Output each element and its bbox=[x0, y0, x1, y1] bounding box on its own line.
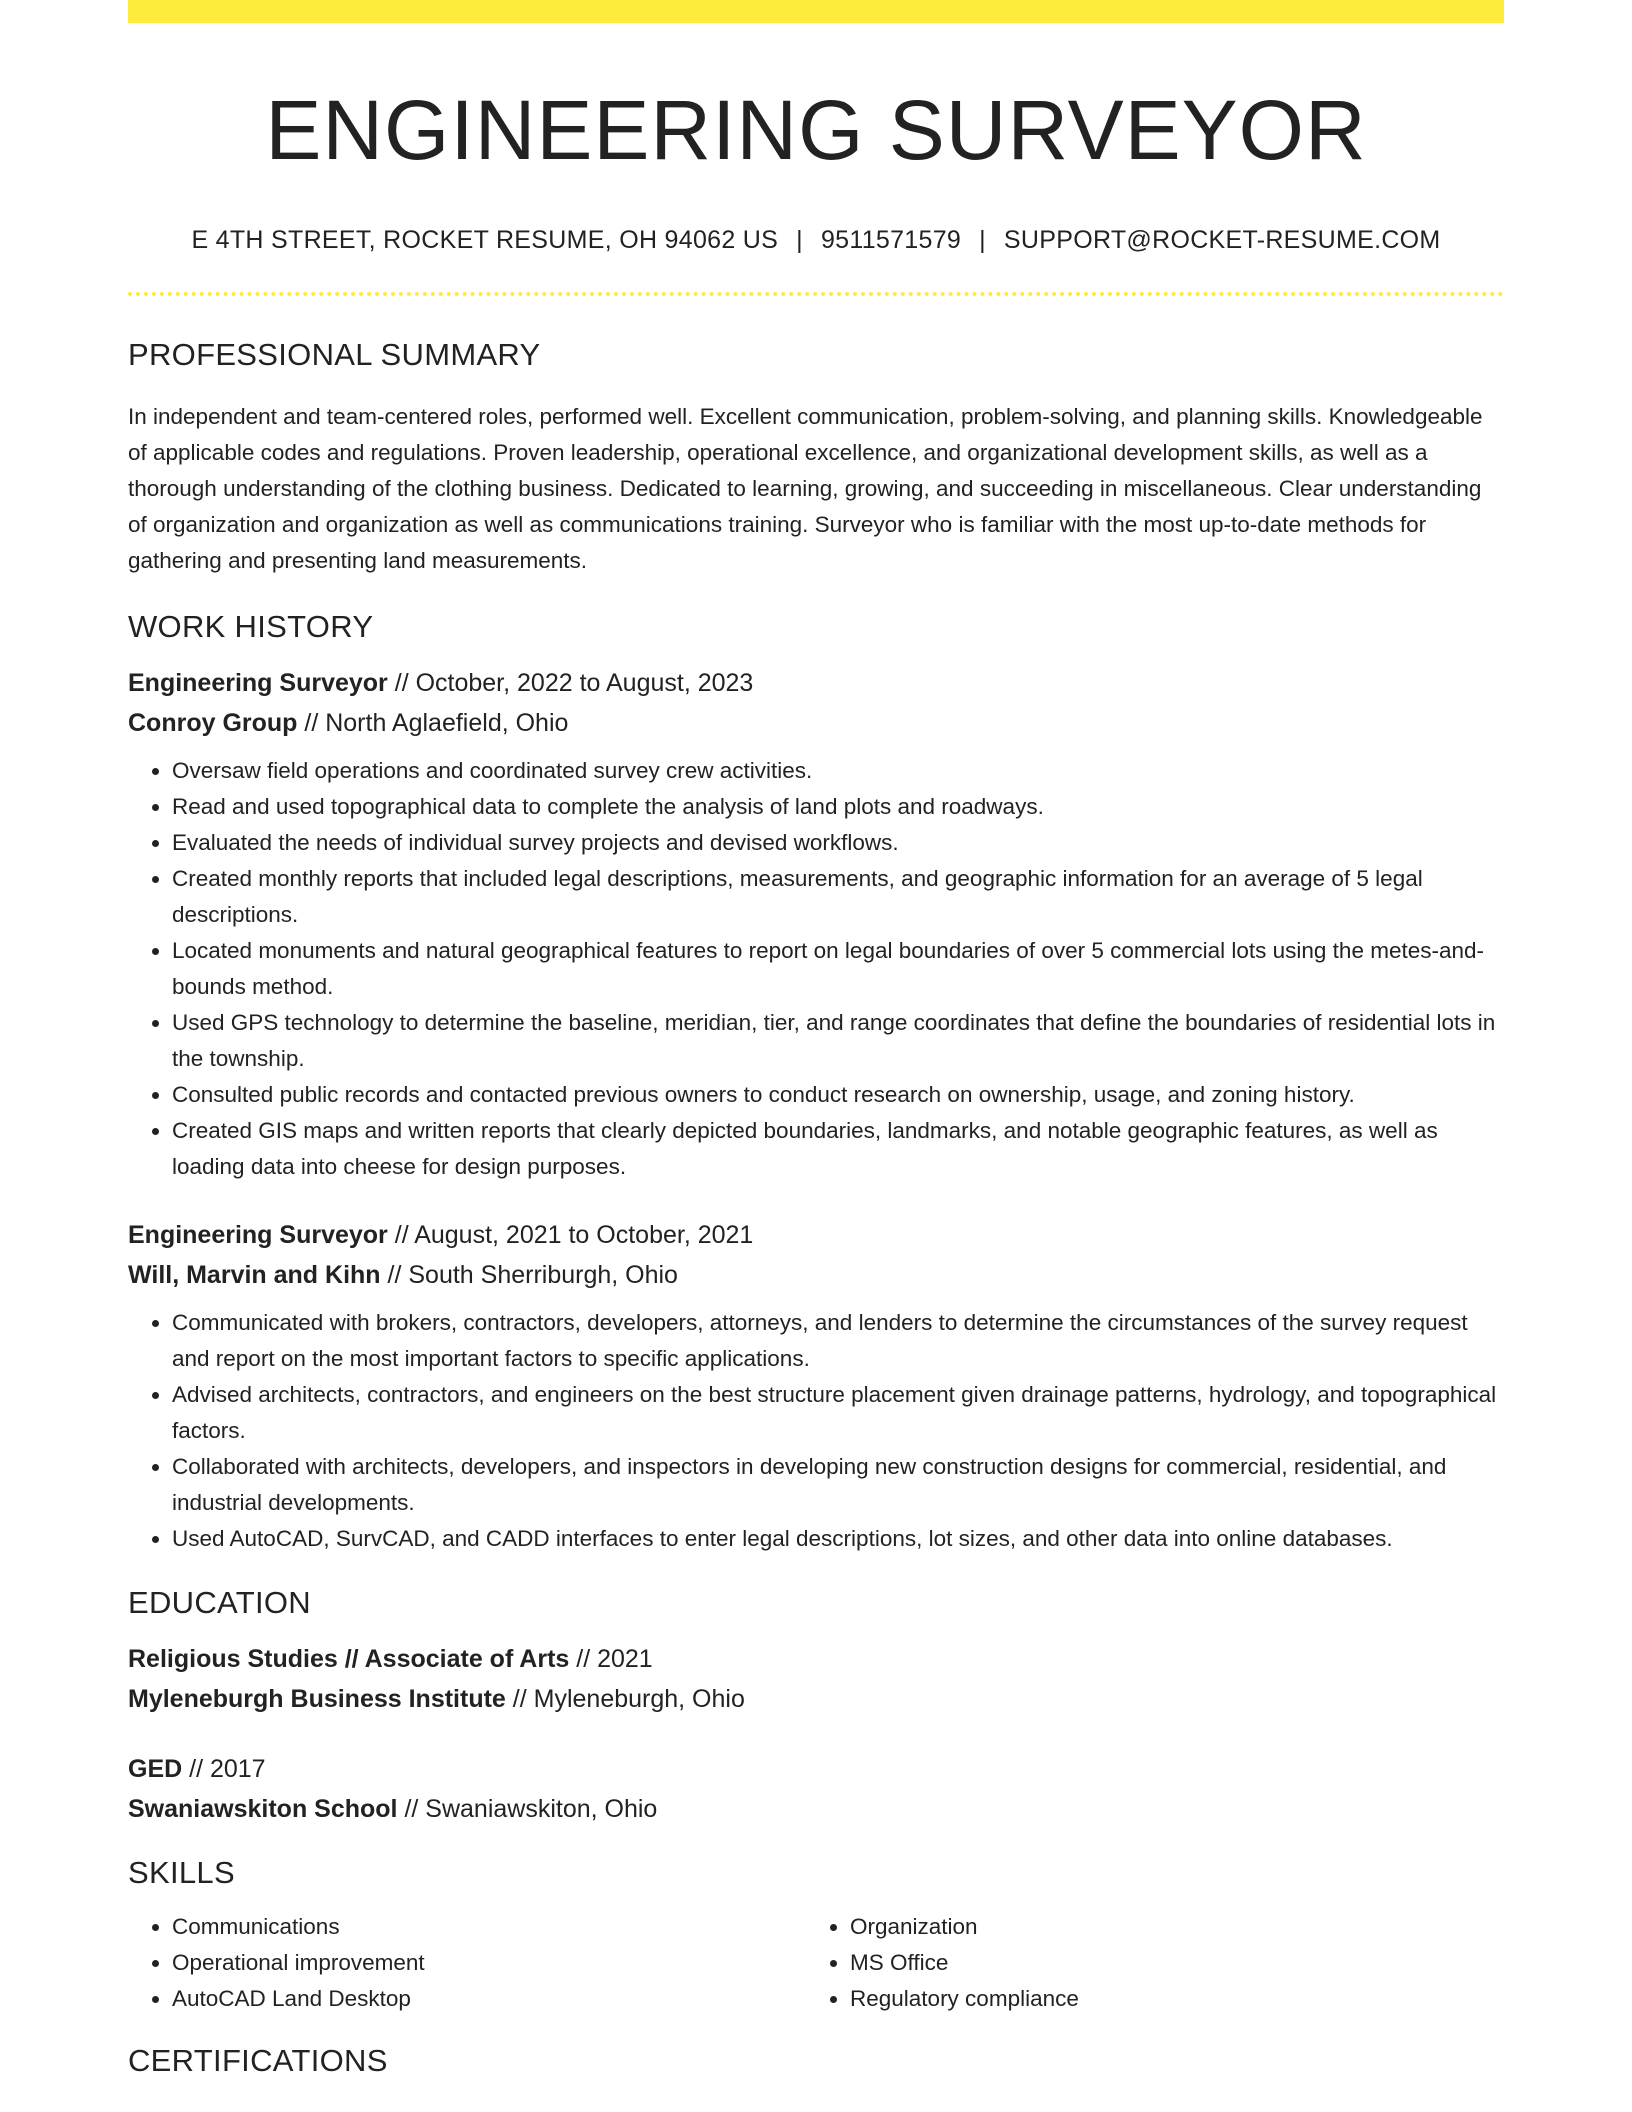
skill-item: • AutoCAD Land Desktop bbox=[172, 1981, 806, 2017]
top-accent-bar bbox=[128, 0, 1504, 23]
skill-item: • MS Office bbox=[850, 1945, 1484, 1981]
job-company-line bbox=[128, 1255, 1504, 1295]
skills-column-left bbox=[128, 1909, 806, 2017]
job-location: // South Sherriburgh, Ohio bbox=[380, 1261, 678, 1290]
job-bullet: • Located monuments and natural geographical features to report on legal boundaries of over 5 commercial lots using the metes-and-bounds method. bbox=[172, 933, 1504, 1005]
contact-phone: 9511571579 bbox=[820, 226, 962, 255]
job-company: Conroy Group bbox=[128, 709, 298, 738]
skill-item: • Operational improvement bbox=[172, 1945, 806, 1981]
job-entry bbox=[128, 663, 1504, 1185]
job-bullets bbox=[128, 1305, 1504, 1557]
education-degree: Religious Studies // Associate of Arts bbox=[128, 1645, 570, 1674]
job-bullet: • Used AutoCAD, SurvCAD, and CADD interfaces to enter legal descriptions, lot sizes, and other data into online databases. bbox=[172, 1521, 1504, 1557]
resume-name: ENGINEERING SURVEYOR bbox=[265, 83, 1367, 177]
job-title-line bbox=[128, 1215, 1504, 1255]
job-bullets bbox=[128, 753, 1504, 1185]
job-bullet: • Consulted public records and contacted previous owners to conduct research on ownership, usage, and zoning history. bbox=[172, 1077, 1504, 1113]
education-school-line bbox=[128, 1789, 1504, 1829]
skills-grid bbox=[128, 1909, 1504, 2017]
contact-separator: | bbox=[796, 226, 803, 255]
education-year: // 2017 bbox=[182, 1755, 266, 1784]
education-school: Myleneburgh Business Institute bbox=[128, 1685, 506, 1714]
job-bullet: • Used GPS technology to determine the baseline, meridian, tier, and range coordinates that define the boundaries of residential lots in the township. bbox=[172, 1005, 1504, 1077]
job-bullet: • Evaluated the needs of individual survey projects and devised workflows. bbox=[172, 825, 1504, 861]
skill-item: • Communications bbox=[172, 1909, 806, 1945]
education-school-line bbox=[128, 1679, 1504, 1719]
education-entry bbox=[128, 1749, 1504, 1829]
education-year: // 2021 bbox=[569, 1645, 653, 1674]
job-company-line bbox=[128, 703, 1504, 743]
job-role: Engineering Surveyor bbox=[128, 1221, 388, 1250]
education-location: // Swaniawskiton, Ohio bbox=[397, 1795, 658, 1824]
skills-column-right bbox=[806, 1909, 1484, 2017]
education-degree: GED bbox=[128, 1755, 183, 1784]
education-degree-line bbox=[128, 1639, 1504, 1679]
education-school: Swaniawskiton School bbox=[128, 1795, 398, 1824]
job-title-line bbox=[128, 663, 1504, 703]
certifications-heading: CERTIFICATIONS bbox=[128, 2043, 388, 2079]
job-role: Engineering Surveyor bbox=[128, 669, 388, 698]
contact-address: E 4TH STREET, ROCKET RESUME, OH 94062 US bbox=[191, 226, 779, 255]
work-history-heading: WORK HISTORY bbox=[128, 609, 374, 645]
skill-item: • Regulatory compliance bbox=[850, 1981, 1484, 2017]
skill-item: • Organization bbox=[850, 1909, 1484, 1945]
education-location: // Myleneburgh, Ohio bbox=[505, 1685, 745, 1714]
job-bullet: • Oversaw field operations and coordinated survey crew activities. bbox=[172, 753, 1504, 789]
job-bullet: • Collaborated with architects, developers, and inspectors in developing new construction designs for commercial, residential, and industrial developments. bbox=[172, 1449, 1504, 1521]
education-degree-line bbox=[128, 1749, 1504, 1789]
education-entry bbox=[128, 1639, 1504, 1719]
job-bullet: • Read and used topographical data to complete the analysis of land plots and roadways. bbox=[172, 789, 1504, 825]
job-bullet: • Advised architects, contractors, and engineers on the best structure placement given drainage patterns, hydrology, and topographical factors. bbox=[172, 1377, 1504, 1449]
job-bullet: • Created monthly reports that included legal descriptions, measurements, and geographic information for an average of 5 legal descriptions. bbox=[172, 861, 1504, 933]
job-company: Will, Marvin and Kihn bbox=[128, 1261, 381, 1290]
skills-heading: SKILLS bbox=[128, 1855, 235, 1891]
education-heading: EDUCATION bbox=[128, 1585, 311, 1621]
summary-text: In independent and team-centered roles, performed well. Excellent communication, problem-solving, and planning skills. Knowledgeable of applicable codes and regulations. Proven leadership, operational excellence, and organizational development skills, as well as a thorough understanding of the clothing business. Dedicated to learning, growing, and succeeding in miscellaneous. Clear understanding of organization and organization as well as communications training. Surveyor who is familiar with the most up-to-date methods for gathering and presenting land measurements. bbox=[128, 404, 1483, 574]
job-dates: // October, 2022 to August, 2023 bbox=[387, 669, 754, 698]
job-entry bbox=[128, 1215, 1504, 1557]
job-location: // North Aglaefield, Ohio bbox=[297, 709, 569, 738]
summary-heading: PROFESSIONAL SUMMARY bbox=[128, 337, 541, 373]
contact-email: SUPPORT@ROCKET-RESUME.COM bbox=[1003, 226, 1441, 255]
contact-separator: | bbox=[979, 226, 986, 255]
job-dates: // August, 2021 to October, 2021 bbox=[387, 1221, 754, 1250]
job-bullet: • Communicated with brokers, contractors, developers, attorneys, and lenders to determine the circumstances of the survey request and report on the most important factors to specific applications. bbox=[172, 1305, 1504, 1377]
resume-page bbox=[128, 0, 1504, 2079]
header-divider bbox=[128, 292, 1504, 296]
contact-line bbox=[128, 226, 1504, 255]
job-bullet: • Created GIS maps and written reports that clearly depicted boundaries, landmarks, and notable geographic features, as well as loading data into cheese for design purposes. bbox=[172, 1113, 1504, 1185]
